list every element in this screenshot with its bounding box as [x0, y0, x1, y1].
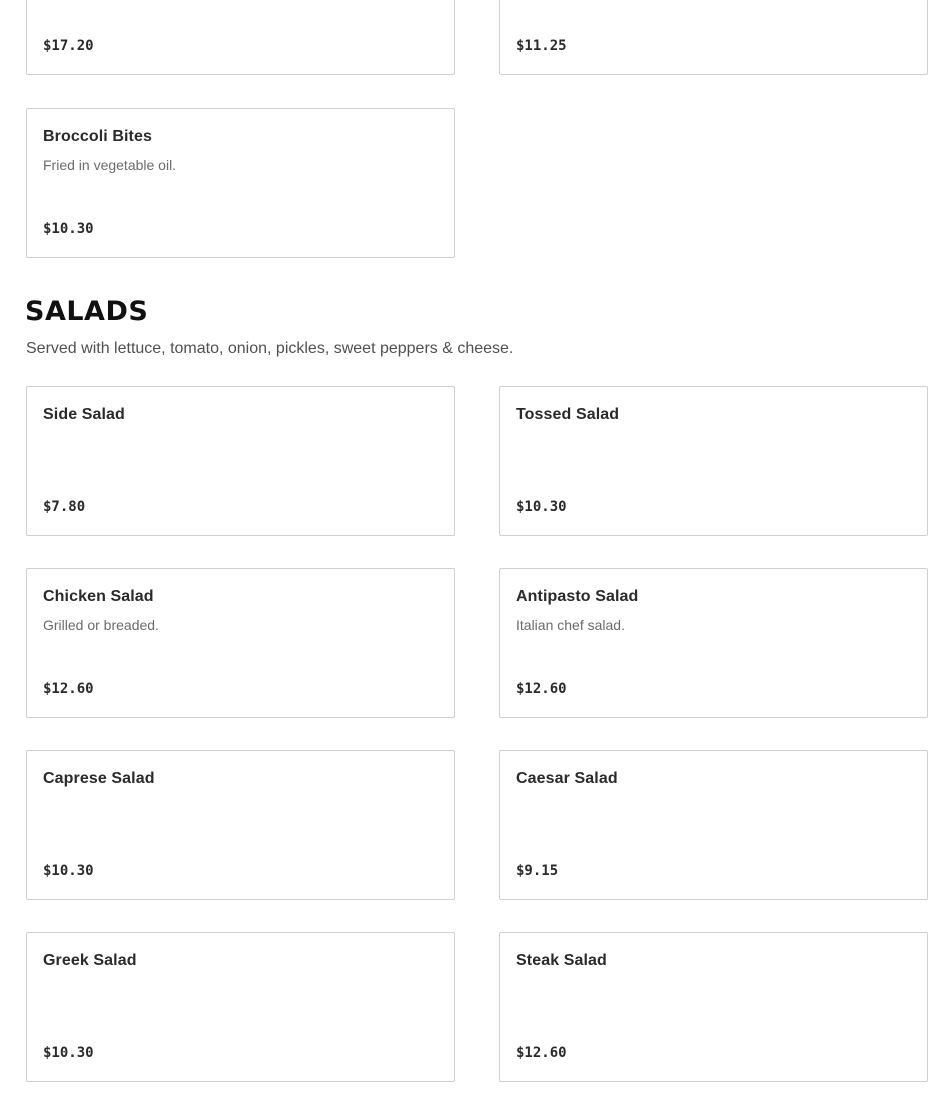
- menu-item-name: Greek Salad: [43, 952, 137, 969]
- menu-item-name: Tossed Salad: [516, 406, 620, 423]
- menu-item-name: Chicken Salad: [43, 588, 154, 605]
- menu-item-name: Side Salad: [43, 406, 125, 423]
- menu-item-price: $10.30: [516, 499, 567, 515]
- menu-item-card-broccoli-bites[interactable]: [26, 108, 455, 258]
- menu-item-card[interactable]: [26, 0, 455, 75]
- menu-item-description: Fried in vegetable oil.: [43, 157, 177, 173]
- menu-item-price: $10.30: [43, 863, 94, 879]
- menu-item-price: $17.20: [43, 38, 94, 54]
- menu-item-name: Caesar Salad: [516, 770, 618, 787]
- menu-item-description: Grilled or breaded.: [43, 617, 159, 633]
- menu-item-price: $9.15: [516, 863, 559, 879]
- menu-item-price: $10.30: [43, 221, 94, 237]
- menu-item-card-antipasto-salad[interactable]: [499, 568, 928, 718]
- menu-item-name: Broccoli Bites: [43, 128, 152, 145]
- menu-item-card-tossed-salad[interactable]: [499, 386, 928, 536]
- menu-item-card-side-salad[interactable]: [26, 386, 455, 536]
- menu-item-card-caprese-salad[interactable]: [26, 750, 455, 900]
- menu-item-card-chicken-salad[interactable]: [26, 568, 455, 718]
- section-title-salads: SALADS: [25, 296, 149, 327]
- menu-item-price: $10.30: [43, 1045, 94, 1061]
- menu-item-card-steak-salad[interactable]: [499, 932, 928, 1082]
- section-subtitle-salads: Served with lettuce, tomato, onion, pickles, sweet peppers & cheese.: [26, 340, 514, 357]
- menu-item-price: $11.25: [516, 38, 567, 54]
- menu-item-name: Steak Salad: [516, 952, 607, 969]
- menu-item-price: $12.60: [516, 681, 567, 697]
- menu-item-price: $12.60: [43, 681, 94, 697]
- menu-item-name: Antipasto Salad: [516, 588, 639, 605]
- menu-item-description: Italian chef salad.: [516, 617, 625, 633]
- menu-item-price: $7.80: [43, 499, 86, 515]
- menu-item-card-greek-salad[interactable]: [26, 932, 455, 1082]
- menu-item-card[interactable]: [499, 0, 928, 75]
- menu-item-card-caesar-salad[interactable]: [499, 750, 928, 900]
- menu-item-name: Caprese Salad: [43, 770, 155, 787]
- menu-item-price: $12.60: [516, 1045, 567, 1061]
